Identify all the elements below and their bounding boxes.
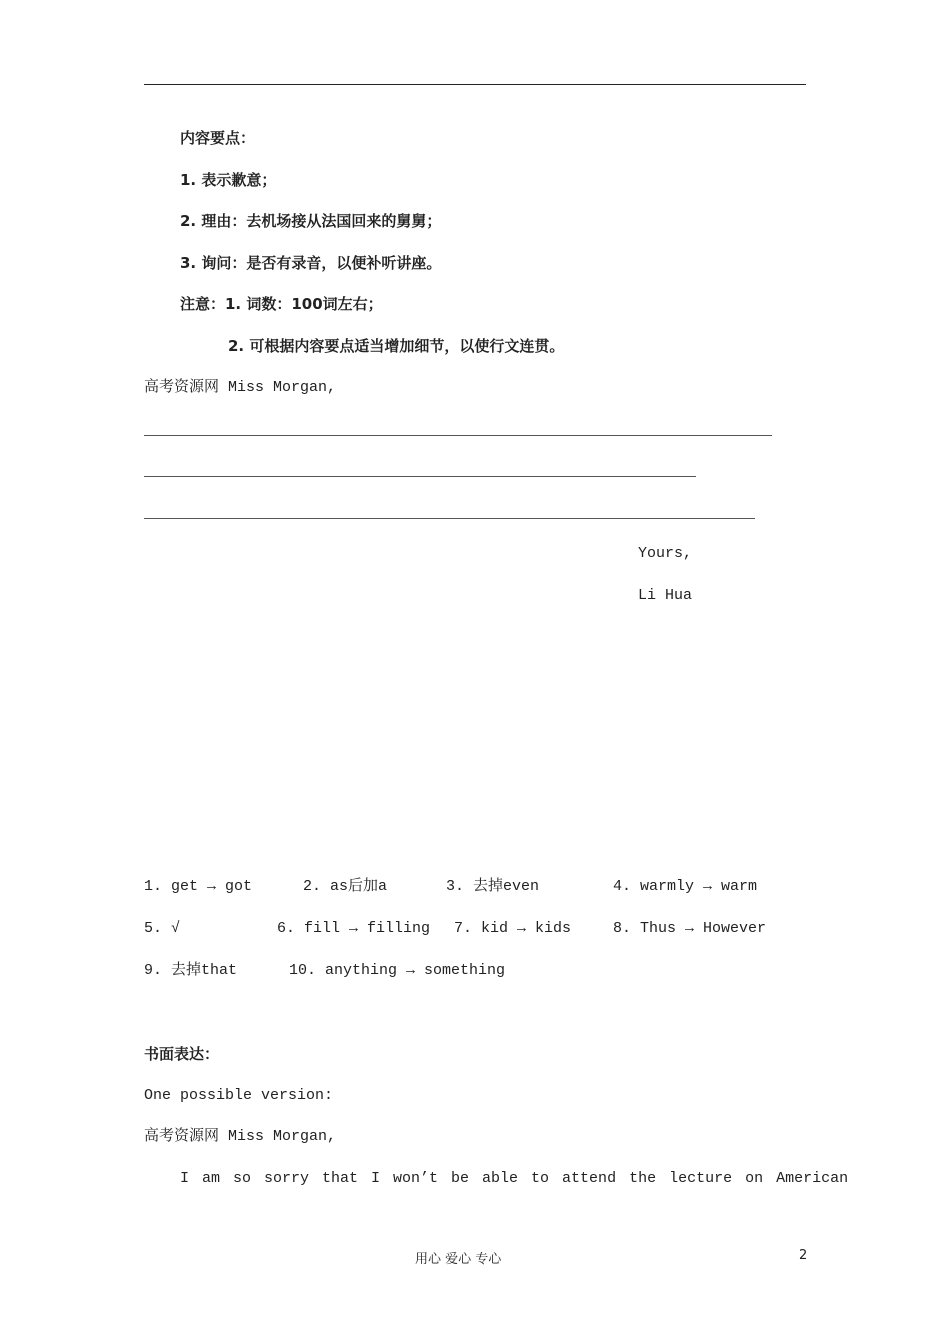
content-point-2: 2. 理由：去机场接从法国回来的舅舅； bbox=[180, 212, 442, 230]
content-point-3: 3. 询问：是否有录音，以便补听讲座。 bbox=[180, 254, 442, 272]
answer-2: 2. as后加a bbox=[303, 878, 388, 895]
sample-greeting: 高考资源网 Miss Morgan, bbox=[144, 1128, 337, 1145]
sample-first-line: I am so sorry that I won’t be able to attend the lecture on American bbox=[180, 1170, 849, 1187]
answer-3: 3. 去掉even bbox=[446, 878, 540, 895]
writing-blank-line-3 bbox=[144, 518, 755, 519]
writing-heading: 书面表达： bbox=[144, 1045, 220, 1063]
answer-5: 5. √ bbox=[144, 920, 181, 937]
header-rule bbox=[144, 84, 806, 85]
content-points-heading: 内容要点： bbox=[180, 129, 256, 147]
page-number: 2 bbox=[799, 1248, 808, 1263]
writing-blank-line-2 bbox=[144, 476, 696, 477]
answer-7: 7. kid → kids bbox=[454, 920, 572, 937]
answer-4: 4. warmly → warm bbox=[613, 878, 758, 895]
content-point-1: 1. 表示歉意； bbox=[180, 171, 277, 189]
version-label: One possible version: bbox=[144, 1087, 334, 1104]
answer-1: 1. get → got bbox=[144, 878, 253, 895]
letter-greeting: 高考资源网 Miss Morgan, bbox=[144, 379, 337, 396]
answer-8: 8. Thus → However bbox=[613, 920, 767, 937]
footer-motto: 用心 爱心 专心 bbox=[415, 1252, 502, 1267]
answer-10: 10. anything → something bbox=[289, 962, 506, 979]
answer-6: 6. fill → filling bbox=[277, 920, 431, 937]
letter-signature: Li Hua bbox=[638, 587, 693, 604]
note-details: 2. 可根据内容要点适当增加细节，以使行文连贯。 bbox=[228, 337, 565, 355]
answer-9: 9. 去掉that bbox=[144, 962, 238, 979]
letter-closing: Yours, bbox=[638, 545, 693, 562]
writing-blank-line-1 bbox=[144, 435, 772, 436]
note-word-count: 注意：1. 词数：100词左右； bbox=[180, 295, 383, 313]
